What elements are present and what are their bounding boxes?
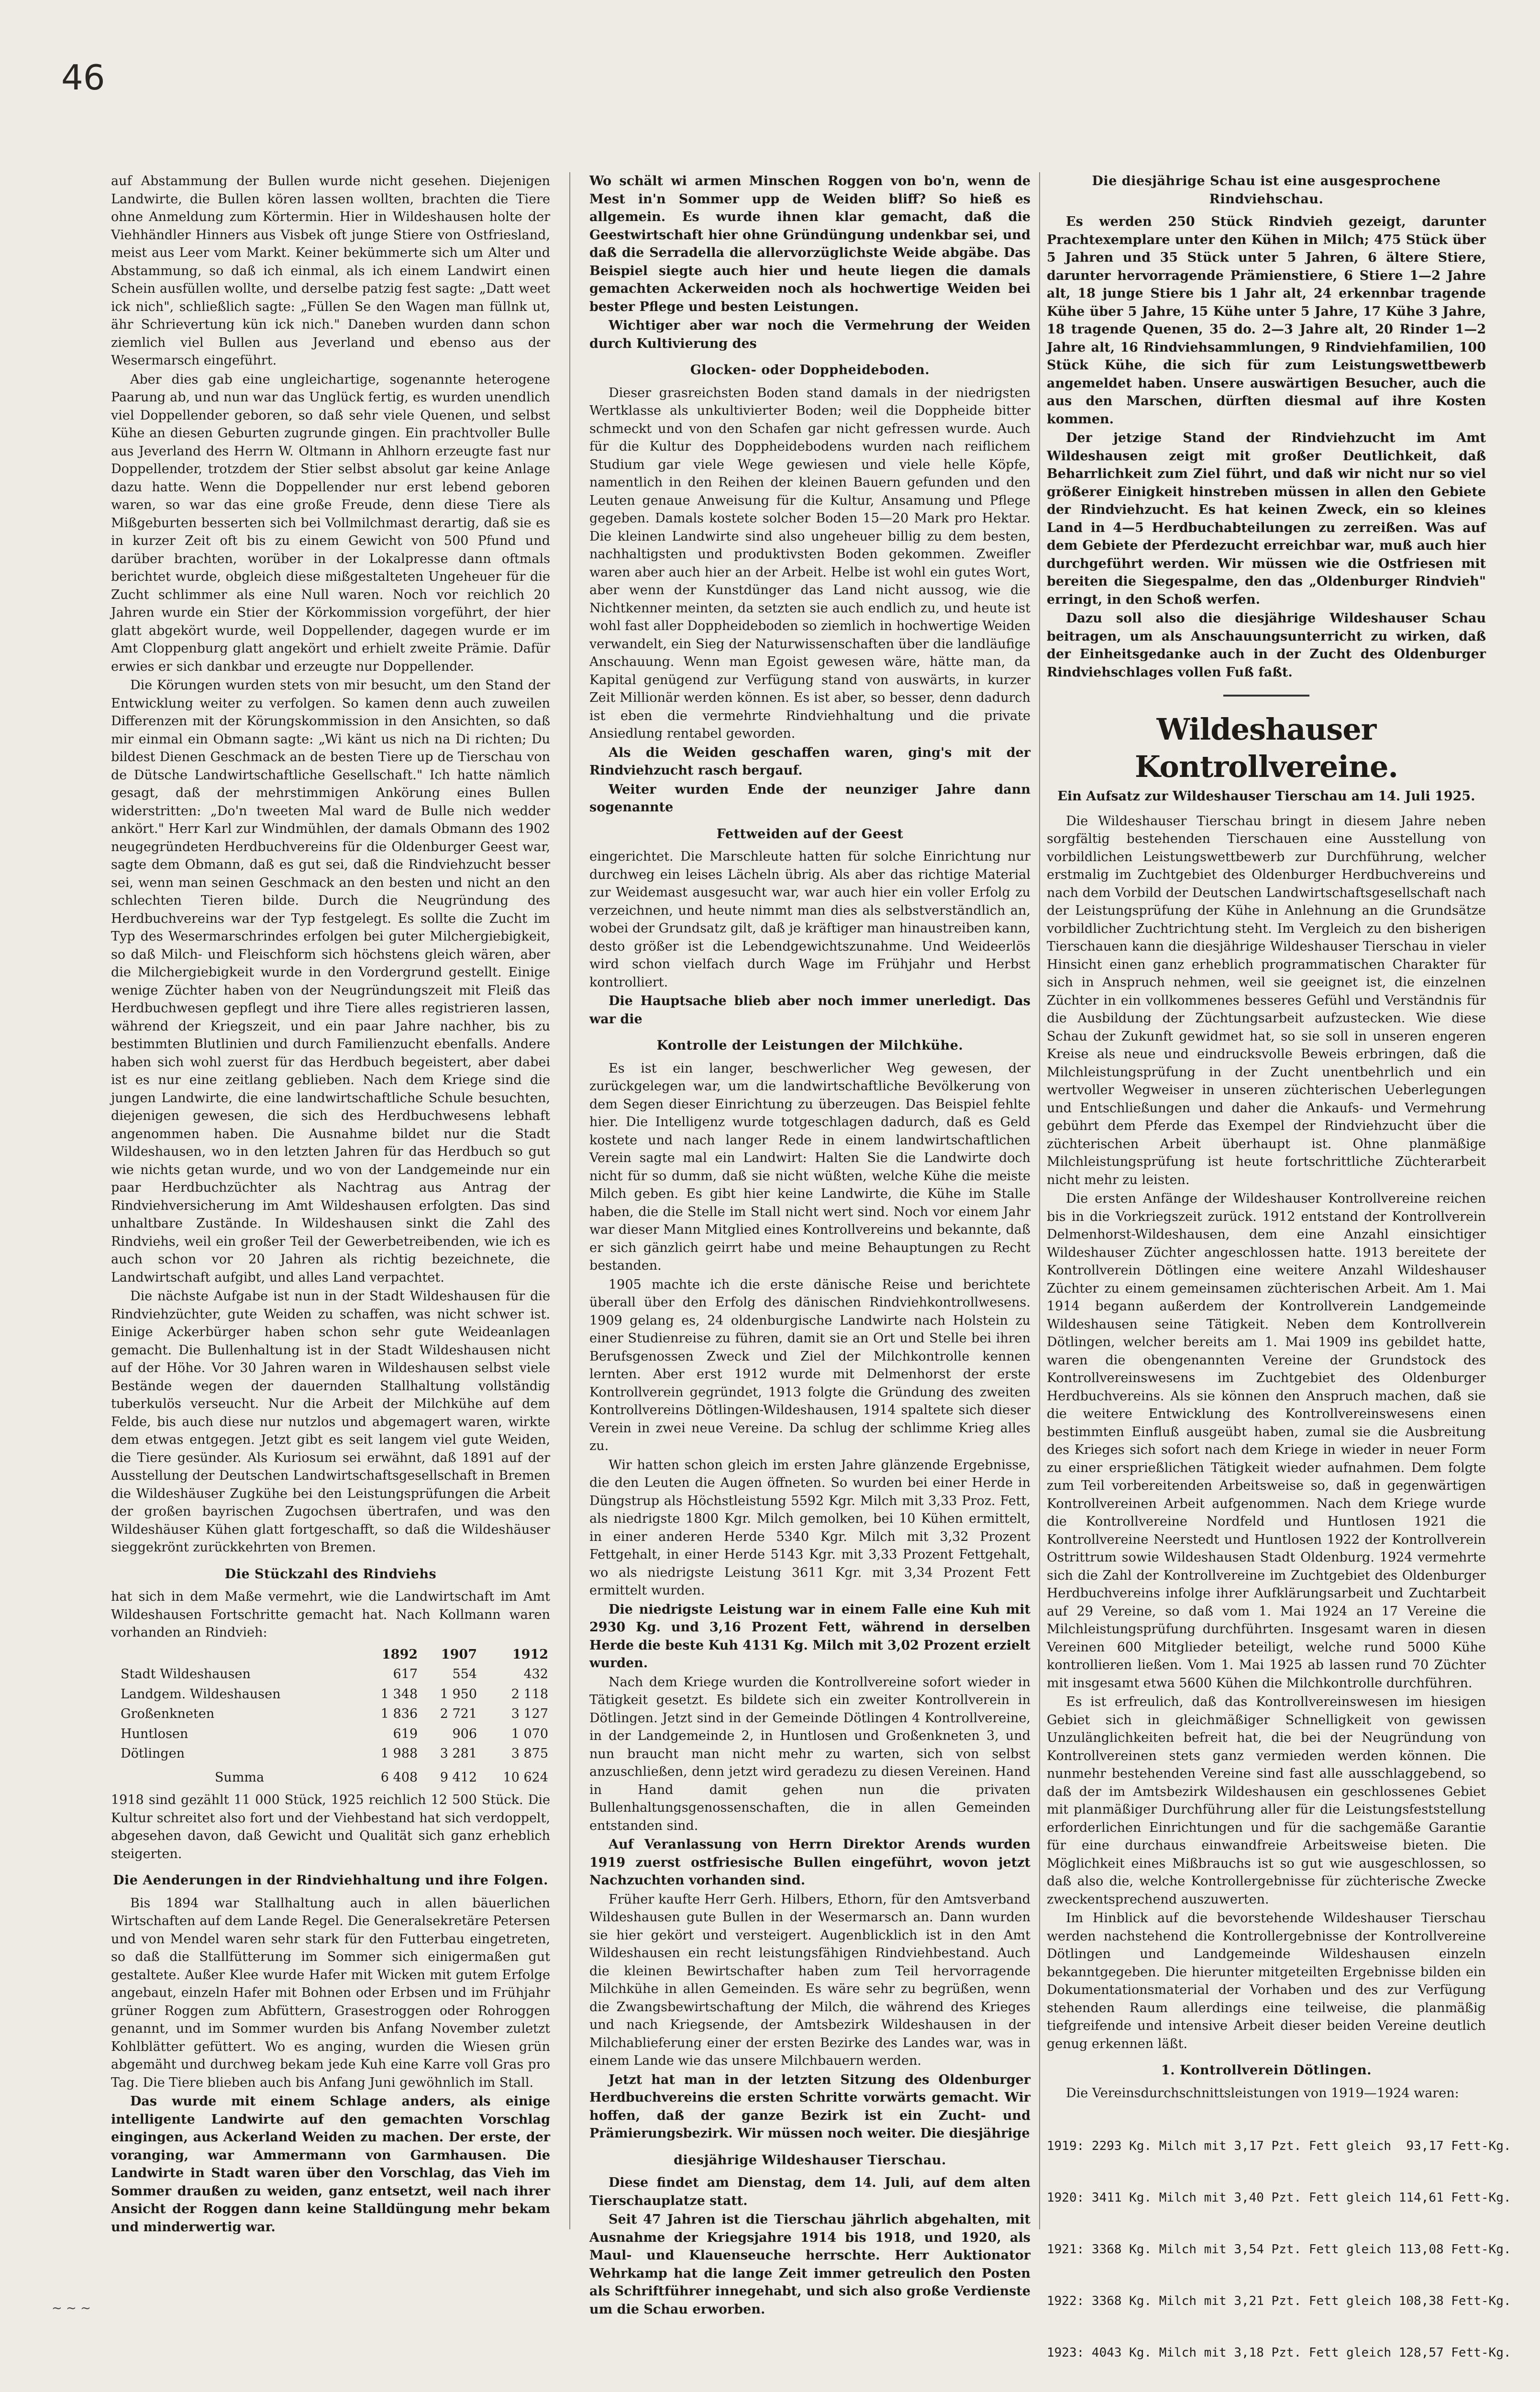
paragraph: Wichtiger aber war noch die Vermehrung der Weiden durch Kultivierung des	[589, 318, 1030, 351]
paragraph: Es ist ein langer, beschwerlicher Weg gewesen, der zurückgelegen war, um die landwirtschaftliche Bevölkerung von dem Segen dieser Einrichtung zu überzeugen. Das Beispiel fehlte hier. Die Intelligenz wurde totgeschlagen dadurch, daß es Geld kostete und nach langer Rede in einem landwirtschaftlichen Verein sagte mal ein Landwirt: Halten Sie die Landwirte doch nicht für so dumm, daß sie nicht wüßten, welche Kühe die meiste Milch geben. Es gibt hier keine Landwirte, die Kühe im Stalle haben, die die Stelle im Stall nicht wert sind. Noch vor einem Jahr war dieser Mann Mitglied eines Kontrollvereins und bekannte, daß er sich gänzlich geirrt habe und meine Behauptungen zu Recht bestanden.	[589, 1061, 1030, 1273]
section-heading: Die diesjährige Schau ist eine ausgesprochene Rindviehschau.	[1092, 174, 1441, 207]
table-row: Stadt Wildeshausen 617 554 432	[121, 1667, 548, 1682]
table-header: 1912	[512, 1647, 548, 1662]
section-heading: Kontrolle der Leistungen der Milchkühe.	[656, 1038, 964, 1053]
paragraph: Wir hatten schon gleich im ersten Jahre glänzende Ergebnisse, die den Leuten die Augen öffneten. So wurden bei einer Herde in Düngstrup als Höchstleistung 5592 Kgr. Milch mit 3,33 Proz. Fett, als niedrigste 1800 Kgr. Milch gemolken, bei 10 Kühen ermittelt, in einer anderen Herde 5340 Kgr. Milch mit 3,32 Prozent Fettgehalt, in einer Herde 5143 Kgr. mit 3,33 Prozent Fettgehalt, wo als niedrigste Leistung 3611 Kgr. mit 3,34 Prozent Fett ermittelt wurden.	[589, 1457, 1030, 1598]
section-heading: Die Aenderungen in der Rindviehhaltung und ihre Folgen.	[113, 1873, 548, 1888]
list-item: 1923: 4043 Kg. Milch mit 3,18 Pzt. Fett gleich 128,57 Fett-Kg.	[1047, 2346, 1511, 2360]
paragraph: Im Hinblick auf die bevorstehende Wildeshauser Tierschau werden nachstehend die Kontrollergebnisse der Kontrollvereine Dötlingen und Landgemeinde Wildeshausen einzeln bekanntgegeben. Die hierunter mitgeteilten Ergebnisse bilden ein Dokumentationsmaterial der Vorhaben und des zur Verfügung stehenden Raum allerdings eine teilweise, die planmäßig tiefgreifende und intensive Arbeit dieser beiden Vereine deutlich genug erkennen läßt.	[1047, 1911, 1486, 2051]
paragraph: Weiter wurden Ende der neunziger Jahre dann sogenannte	[589, 782, 1030, 815]
paragraph: Die Vereinsdurchschnittsleistungen von 1919—1924 waren:	[1066, 2085, 1459, 2101]
paragraph: Es werden 250 Stück Rindvieh gezeigt, darunter Prachtexemplare unter den Kühen in Milch; 475 Stück über 5 Jahren und 35 Stück unter 5 Jahren, 6 ältere Stiere, darunter hervorragende Prämienstiere, 6 Stiere 1—2 Jahre alt, 18 junge Stiere bis 1 Jahr alt, 24 erkennbar tragende Kühe über 5 Jahre, 15 Kühe unter 5 Jahre, 17 Kühe 3 Jahre, 18 tragende Quenen, 35 do. 2—3 Jahre alt, 20 Rinder 1—2 Jahre alt, 16 Rindviehsammlungen, 9 Rindviehfamilien, 100 Stück Kühe, die sich für zum Leistungswettbewerb angemeldet haben. Unsere auswärtigen Besucher, auch die aus den Marschen, dürften diesmal auf ihre Kosten kommen.	[1047, 214, 1486, 427]
column-divider	[1039, 172, 1040, 2229]
table-row: Großenkneten 1 836 2 721 3 127	[121, 1706, 548, 1721]
paragraph: Seit 47 Jahren ist die Tierschau jährlich abgehalten, mit Ausnahme der Kriegsjahre 1914 bis 1918, und 1920, als Maul- und Klauenseuche herrschte. Herr Auktionator Wehrkamp hat die lange Zeit immer getreulich den Posten als Schriftführer innegehabt, und sich also große Verdienste um die Schau erworben.	[589, 2212, 1030, 2317]
paragraph: Jetzt hat man in der letzten Sitzung des Oldenburger Herdbuchvereins die ersten Schritte vorwärts gemacht. Wir hoffen, daß der ganze Bezirk ist ein Zucht- und Prämierungsbezirk. Wir müssen noch weiter. Die diesjährige	[589, 2072, 1030, 2141]
paragraph: Der jetzige Stand der Rindviehzucht im Amt Wildeshausen zeigt mit großer Deutlichkeit, daß Beharrlichkeit zum Ziel führt, und daß wir nicht nur so viel größerer Einigkeit hinstreben müssen in allen den Gebiete der Rindviehzucht. Es hat keinen Zweck, ein so kleines Land in 4—5 Herdbuchabteilungen zu zerreißen. Was auf dem Gebiete der Pferdezucht erreichbar war, muß auch hier durchgeführt werden. Wir müssen wie die Ostfriesen mit bereiten die Siegespalme, den das „Oldenburger Rindvieh" erringt, in den Schoß werfen.	[1047, 431, 1486, 607]
paragraph: 1905 machte ich die erste dänische Reise und berichtete überall über den Erfolg des dänischen Rindviehkontrollwesens. 1909 gelang es, 24 oldenburgische Landwirte nach Holstein zu einer Studienreise zu führen, damit sie an Ort und Stelle bei ihren Berufsgenossen Zweck und Ziel der Milchkontrolle kennen lernten. Aber erst 1912 wurde mit Delmenhorst der erste Kontrollverein gegründet, 1913 folgte die Gründung des zweiten Kontrollvereins Dötlingen-Wildeshausen, 1914 spaltete sich dieser Verein in zwei neue Vereine. Da schlug der schlimme Krieg alles zu.	[589, 1277, 1030, 1453]
paragraph: Die nächste Aufgabe ist nun in der Stadt Wildeshausen für die Rindviehzüchter, gute Weiden zu schaffen, was nicht schwer ist. Einige Ackerbürger haben schon sehr gute Weideanlagen gemacht. Die Bullenhaltung ist in der Stadt Wildeshausen nicht auf der Höhe. Vor 30 Jahren waren in Wildeshausen selbst viele Bestände wegen der dauernden Stallhaltung vollständig tuberkulös verseucht. Nur die Arbeit der Milchkühe auf dem Felde, bis auch diese nur nutzlos und abgemagert waren, wirkte dem etwas entgegen. Jetzt gibt es seit langem viel gute Weiden, die Tiere gesünder. Als Kuriosum sei erwähnt, daß 1891 auf der Ausstellung der Deutschen Landwirtschaftsgesellschaft in Bremen die Wildeshäuser Zugkühe bei den Leistungsprüfungen die Arbeit der großen bayrischen Zugochsen übertrafen, und was den Wildeshäuser Kühen glatt fortgeschafft, so daß die Wildeshäuser sieggekrönt zurückkehrten von Bremen.	[111, 1289, 550, 1555]
paragraph: Früher kaufte Herr Gerh. Hilbers, Ethorn, für den Amtsverband Wildeshausen gute Bullen in der Wesermarsch an. Dann wurden sie hier gekört und versteigert. Augenblicklich ist in den Amt Wildeshausen ein recht leistungsfähigen Rindviehbestand. Auch die kleinen Bewirtschafter haben zum Teil hervorragende Milchkühe in allen Gemeinden. Es wäre sehr zu begrüßen, wenn die Zwangsbewirtschaftung der Milch, die während des Krieges und nach Kriegsende, der Amtsbezirk Wildeshausen in der Milchablieferung einer der ersten Bezirke des Landes war, was in einem Lande wie das unsere Milchbauern werden.	[589, 1892, 1030, 2068]
section-heading: Fettweiden auf der Geest	[716, 826, 904, 842]
paragraph: Die ersten Anfänge der Wildeshauser Kontrollvereine reichen bis in die Vorkriegszeit zurück. 1912 entstand der Kontrollverein Delmenhorst-Wildeshausen, dem eine Anzahl einsichtiger Wildeshauser Züchter angeschlossen hatte. 1913 bereitete der Kontrollverein Dötlingen eine weitere Anzahl Wildeshauser Züchter zu einem gemeinsamen züchterischen Arbeit. Am 1. Mai 1914 begann außerdem der Kontrollverein Landgemeinde Wildeshausen seine Tätigkeit. Neben dem Kontrollverein Dötlingen, welcher bereits am 1. Mai 1909 ins gebildet hatte, waren die obengenannten Vereine der Grundstock des Kontrollvereinswesens im Zuchtgebiet des Oldenburger Herdbuchvereins. Als sie können den Anspruch machen, daß sie die weitere Entwicklung des Kontrollvereinswesens einen bestimmten Einfluß ausgeübt haben, zumal sie die Ausbreitung des Krieges sich sofort nach dem Kriege in wieder in neuer Form zu einer ersprießlichen Tätigkeit wieder aufnahmen. Dem folgte zum Teil vorbereitenden Arbeitsweise so, daß in gegenwärtigen Kontrollvereinen Arbeit aufgenommen. Nach dem Kriege wurde die Kontrollvereine Nordfeld und Huntlosen 1921 die Kontrollvereine Neerstedt und Huntlosen 1922 der Kontrollverein Ostrittrum sowie Wildeshausen Stadt Oldenburg. 1924 vermehrte sich die Zahl der Kontrollvereine im Zuchtgebiet des Oldenburger Herdbuchvereins infolge ihrer Aufklärungsarbeit und Zuchtarbeit auf 29 Vereine, so daß vom 1. Mai 1924 an 17 Vereine die Milchleistungsprüfung durchführten. Insgesamt waren in diesen Vereinen 600 Mitglieder beteiligt, welche rund 5000 Kühe kontrollieren ließen. Vom 1. Mai 1925 ab lassen rund 70 Züchter mit insgesamt etwa 5600 Kühen die Milchkontrolle durchführen.	[1047, 1191, 1486, 1691]
paragraph: Nach dem Kriege wurden die Kontrollvereine sofort wieder in Tätigkeit gesetzt. Es bildete sich ein zweiter Kontrollverein in Dötlingen. Jetzt sind in der Gemeinde Dötlingen 4 Kontrollvereine, in der Landgemeinde 2, in Huntlosen und Großenkneten 3, und nun braucht man nicht mehr zu warten, sich von selbst anzuschließen, denn jetzt wird geradezu zu diesen Vereinen. Hand in Hand damit gehen nun die privaten Bullenhaltungsgenossenschaften, die in allen Gemeinden entstanden sind.	[589, 1674, 1030, 1833]
paragraph: Die Körungen wurden stets von mir besucht, um den Stand der Entwicklung weiter zu verfolgen. So kamen denn auch zuweilen Differenzen mit der Körungskommission in den Ansichten, so daß mir einmal ein Obmann sagte: „Wi känt us nich na Di richten; Du bildest Dienen Geschmack an de besten Tiere up de Tierschau von de Dütsche Landwirtschaftliche Gesellschaft." Ich hatte nämlich gesagt, daß der mehrstimmigen Ankörung eines Bullen widerstritten: „Do'n tweeten Mal ward de Bulle nich wedder ankört." Herr Karl zur Windmühlen, der damals Obmann des 1902 neugegründeten Herdbuchvereins für die Oldenburger Geest war, sagte dem Obmann, daß es gut sei, daß die Rindviehzucht besser sei, wenn man seinen Geschmack an den besten und nicht an den schlechten Tieren bilde. Durch die Neugründung des Herdbuchvereins war der Typ festgelegt. Es sollte die Zucht im Typ des Wesermarschrindes erfolgen bei guter Milchergiebigkeit, so daß Milch- und Fleischform sich höchstens gleich wären, aber die Milchergiebigkeit wurde in den Vordergrund gestellt. Einige wenige Züchter haben von der Neugründungszeit mit Fleiß das Herdbuchwesen gepflegt und ihre Tiere alles registrieren lassen, während der Kriegszeit, und ein paar Jahre nachher, bis zu bestimmten Blutlinien und durch Familienzucht ebenfalls. Andere haben sich wohl zuerst für das Herdbuch begeistert, aber dabei ist es nur eine zeitlang geblieben. Nach dem Kriege sind die jungen Landwirte, die eine landwirtschaftliche Schule besuchten, diejenigen gewesen, die sich des Herdbuchwesens lebhaft angenommen haben. Die Ausnahme bildet nur die Stadt Wildeshausen, wo in den letzten Jahren für das Herdbuch so gut wie nichts getan wurde, und wo von der Landgemeinde nur ein paar Herdbuchzüchter als Nachtrag aus Antrag der Rindviehversicherung im Amt Wildeshausen erfolgten. Das sind unhaltbare Zustände. In Wildeshausen sinkt die Zahl des Rindviehs, weil ein großer Teil der Gewerbetreibenden, wie ich es auch schon vor 20 Jahren als richtig bezeichnete, die Landwirtschaft aufgibt, und alles Land verpachtet.	[111, 678, 550, 1285]
section-heading: Die Stückzahl des Rindviehs	[224, 1566, 437, 1582]
paragraph: Wo schält wi armen Minschen Roggen von bo'n, wenn de Mest in'n Sommer upp de Weiden bliff? So hieß es allgemein. Es wurde ihnen klar gemacht, daß die Geestwirtschaft hier ohne Gründüngung undenkbar sei, und daß die Serradella die allervorzüglichste Weide abgäbe. Das Beispiel siegte auch hier und heute liegen die damals gemachten Ackerweiden noch als hochwertige Weiden bei bester Pflege und besten Leistungen.	[589, 174, 1030, 314]
paragraph: auf Abstammung der Bullen wurde nicht gesehen. Diejenigen Landwirte, die Bullen kören lassen wollten, brachten die Tiere ohne Anmeldung zum Körtermin. Hier in Wildeshausen holte der Viehhändler Hinners aus Visbek oft junge Stiere von Ostfriesland, meist aus Leer vom Markt. Keiner bekümmerte sich um Alter und Abstammung, so daß ich einmal, als ich einem Landwirt einen Schein ausfüllen wollte, und derselbe patzig fest sagte: „Datt weet ick nich", schließlich sagte: „Füllen Se den Wagen man füllnk ut, ähr Schrievertung kün ick nich." Daneben wurden dann schon ziemlich viel Bullen aus Jeverland und ebenso aus der Wesermarsch eingeführt.	[111, 174, 550, 368]
paragraph: eingerichtet. Die Marschleute hatten für solche Einrichtung nur durchweg ein leises Lächeln übrig. Als aber das richtige Material zur Weidemast ausgesucht war, war auch hier ein voller Erfolg zu verzeichnen, und heute nimmt man dies als selbstverständlich an, wobei der Grundsatz gilt, daß je kräftiger man hinaustreiben kann, desto größer ist die Lebendgewichtszunahme. Und Weideerlös wird schon vielfach durch Wage im Frühjahr und Herbst kontrolliert.	[589, 849, 1030, 990]
paragraph: hat sich in dem Maße vermehrt, wie die Landwirtschaft im Amt Wildeshausen Fortschritte gemacht hat. Nach Kollmann waren vorhanden an Rindvieh:	[111, 1589, 550, 1640]
table-row: Landgem. Wildeshausen 1 348 1 950 2 118	[121, 1686, 548, 1702]
section-heading: diesjährige Wildeshauser Tierschau.	[674, 2152, 946, 2168]
list-item: 1919: 2293 Kg. Milch mit 3,17 Pzt. Fett gleich 93,17 Fett-Kg.	[1047, 2139, 1511, 2153]
paragraph: Dazu soll also die diesjährige Wildeshauser Schau beitragen, um als Anschauungsunterricht zu wirken, daß der Einheitsgedanke auch in der Zucht des Oldenburger Rindviehschlages vollen Fuß faßt.	[1047, 611, 1486, 680]
paragraph: Die niedrigste Leistung war in einem Falle eine Kuh mit 2930 Kg. und 3,16 Prozent Fett, während in derselben Herde die beste Kuh 4131 Kg. Milch mit 3,02 Prozent erzielt wurden.	[589, 1602, 1030, 1671]
list-item: 1920: 3411 Kg. Milch mit 3,40 Pzt. Fett gleich 114,61 Fett-Kg.	[1047, 2191, 1511, 2205]
corner-mark: ~ ~ ~	[52, 2301, 91, 2315]
paragraph: Die Wildeshauser Tierschau bringt in diesem Jahre neben sorgfältig bestehenden Tierschauen eine Ausstellung von vorbildlichen Leistungswettbewerb zur Durchführung, welcher erstmalig im Zuchtgebiet des Oldenburger Herdbuchvereins und nach dem Vorbild der Deutschen Landwirtschaftsgesellschaft nach der Leistungsprüfung der Kühe in Anlehnung an die Grundsätze vorbildlicher Zuchtrichtung steht. Im Vergleich zu den bisherigen Tierschauen kann die diesjährige Wildeshauser Tierschau in vieler Hinsicht einen ganz erheblich programmatischen Charakter für sich in Anspruch nehmen, weil sie geeignet ist, die einzelnen Züchter in ein vollkommenes besseres Gefühl und Verständnis für die Ausbildung der Züchtungsarbeit aufzustecken. Wie diese Schau der Zukunft gewidmet hat, so sie soll in unseren engeren Kreise als neue und eindrucksvolle Beweis erbringen, daß die Milchleistungsprüfung in der Zucht unentbehrlich und ein wertvoller Wegweiser in unseren züchterischen Ueberlegungen und Entschließungen und daher die Ankaufs- und Vermehrung gebührt dem Pferde das Exempel der Rindviehzucht über die züchterischen Arbeit überhaupt ist. Ohne planmäßige Milchleistungsprüfung ist heute fortschrittliche Züchterarbeit nicht mehr zu leisten.	[1047, 813, 1486, 1187]
column-1	[111, 172, 550, 2237]
paragraph: Das wurde mit einem Schlage anders, als einige intelligente Landwirte auf den gemachten Vorschlag eingingen, aus Ackerland Weiden zu machen. Der erste, der voranging, war Ammermann von Garmhausen. Die Landwirte in Stadt waren über den Vorschlag, das Vieh im Sommer draußen zu weiden, ganz entsetzt, weil nach ihrer Ansicht der Roggen dann keine Stalldüngung mehr bekam und minderwertig war.	[111, 2094, 550, 2235]
paragraph: Dieser grasreichsten Boden stand damals in der niedrigsten Wertklasse als unkultivierter Boden; weil die Doppheide bitter schmeckt und von den Schafen gar nicht gefressen wurde. Auch für die Kultur des Doppheidebodens wurden nach reiflichem Studium gar viele Wege gewiesen und viele helle Köpfe, namentlich in den Reihen der kleinen Bauern gefunden und den Leuten genaue Anweisung für die Kultur, Ansamung und Pflege gegeben. Damals kostete solcher Boden 15—20 Mark pro Hektar. Die kleinen Landwirte sind also ungeheuer billig zu dem besten, nachhaltigsten und produktivsten Boden gekommen. Zweifler waren aber auch hier an der Arbeit. Helbe ist wohl ein gutes Wort, aber wenn der Kunstdünger das Land nicht aussog, wie die Nichtkenner meinten, da setzten sie auch endlich zu, und heute ist wohl fast aller Doppheideboden so ziemlich in hochwertige Weiden verwandelt, ein Sieg der Naturwissenschaften über die landläufige Anschauung. Wenn man Egoist gewesen wäre, hätte man, da Kapital genügend zur Verfügung stand von auswärts, in kurzer Zeit Millionär werden können. Es ist aber, so besser, denn dadurch ist eben die vermehrte Rindviehhaltung und die private Ansiedlung rentabel geworden.	[589, 385, 1030, 741]
table-sum-row: Summa 6 408 9 412 10 624	[214, 1770, 548, 1785]
section-heading: Glocken- oder Doppheideboden.	[690, 363, 930, 377]
table-header	[111, 1645, 360, 1665]
paragraph: Die Hauptsache blieb aber noch immer unerledigt. Das war die	[589, 994, 1030, 1027]
column-3	[1047, 172, 1511, 2392]
paragraph: Aber dies gab eine ungleichartige, sogenannte heterogene Paarung ab, und nun war das Unglück fertig, es wurden unendlich viel Doppellender geboren, so daß sehr viele Quenen, und selbst Kühe an diesen Geburten zugrunde gingen. Ein prachtvoller Bulle aus Jeverland des Herrn W. Oltmann in Ahlhorn erzeugte fast nur Doppellender, trotzdem der Stier selbst absolut gar keine Anlage dazu hatte. Wenn die Doppellender nur erst lebend geboren waren, so war das eine große Freude, denn diese Tiere als Mißgeburten besserten sich bei Vollmilchmast derartig, daß sie es in kurzer Zeit oft bis zu einem Gewicht von 500 Pfund und darüber brachten, worüber in der Lokalpresse dann oftmals berichtet wurde, obgleich diese mißgestalteten Ungeheuer für die Zucht schlimmer als eine Null waren. Noch vor reichlich 20 Jahren wurde ein Stier der Körkommission vorgeführt, der hier glatt abgekört wurde, weil Doppellender, dagegen wurde er im Amt Cloppenburg glatt angekört und erhielt zweite Prämie. Dafür erwies er sich dankbar und erzeugte nur Doppellender.	[111, 372, 550, 674]
page-number: 46	[61, 57, 105, 98]
table-header: 1892	[381, 1647, 418, 1662]
table-row: Dötlingen 1 988 3 281 3 875	[121, 1746, 548, 1761]
column-2	[589, 172, 1030, 2319]
paragraph: Bis 1894 war Stallhaltung auch in allen bäuerlichen Wirtschaften auf dem Lande Regel. Die Generalsekretäre Petersen und von Mendel waren sehr stark für den Futterbau eingetreten, so daß die Stallfütterung im Sommer sich einigermaßen gut gestaltete. Außer Klee wurde Hafer mit Wicken mit gutem Erfolge angebaut, einzeln Hafer mit Bohnen oder Erbsen und im Frühjahr grüner Roggen zum Abfüttern, Grasestroggen oder Rohroggen genannt, und im Sommer wurden bis Anfang November zuletzt Kohlblätter gefüttert. Wo es anging, wurden die Wiesen grün abgemäht und durchweg bekam jede Kuh eine Karre voll Gras pro Tag. Die Tiere blieben auch bis Anfang Juni gewöhnlich im Stall.	[111, 1895, 550, 2090]
article-subtitle: Ein Aufsatz zur Wildeshauser Tierschau am 14. Juli 1925.	[1057, 789, 1475, 804]
table-header: 1907	[441, 1647, 477, 1662]
list-item: 1922: 3368 Kg. Milch mit 3,21 Pzt. Fett gleich 108,38 Fett-Kg.	[1047, 2294, 1511, 2308]
paragraph: Als die Weiden geschaffen waren, ging's mit der Rindviehzucht rasch bergauf.	[589, 745, 1030, 778]
cattle-count-table	[111, 1645, 550, 1788]
divider	[1223, 695, 1309, 697]
paragraph: Diese findet am Dienstag, dem 14. Juli, auf dem alten Tierschauplatze statt.	[589, 2175, 1030, 2208]
table-row: Huntlosen 619 906 1 070	[121, 1726, 548, 1741]
column-divider	[569, 172, 570, 2229]
section-heading: 1. Kontrollverein Dötlingen.	[1161, 2063, 1372, 2078]
data-list	[1047, 2103, 1511, 2392]
list-item: 1921: 3368 Kg. Milch mit 3,54 Pzt. Fett gleich 113,08 Fett-Kg.	[1047, 2242, 1511, 2257]
paragraph: 1918 sind gezählt 11 000 Stück, 1925 reichlich 12 500 Stück. Die Kultur schreitet also fort und der Viehbestand hat sich verdoppelt, abgesehen davon, daß Gewicht und Qualität sich ganz erheblich steigerten.	[111, 1793, 550, 1861]
paragraph: Auf Veranlassung von Herrn Direktor Arends wurden 1919 zuerst ostfriesische Bullen eingeführt, wovon jetzt Nachzuchten vorhanden sind.	[589, 1837, 1030, 1888]
paragraph: Es ist erfreulich, daß das Kontrollvereinswesen im hiesigen Gebiet sich in gleichmäßiger Schnelligkeit von gewissen Unzulänglichkeiten befreit hat, die bei der Neugründung von Kontrollvereinen stets ganz vermieden werden können. Die nunmehr bestehenden Vereine sind fast alle ausschlaggebend, so daß der im Amtsbezirk Wildeshausen ein geschlossenes Gebiet mit planmäßiger Durchführung aller für die Leistungsfeststellung erforderlichen Einrichtungen und für die sachgemäße Garantie für eine durchaus einwandfreie Arbeitsweise bieten. Die Möglichkeit eines Mißbrauchs ist so gut wie ausgeschlossen, so daß also die, welche Kontrollergebnisse für züchterische Zwecke zweckentsprechend auszuwerten.	[1047, 1694, 1486, 1907]
article-title: Wildeshauser Kontrollvereine.	[1135, 712, 1398, 784]
